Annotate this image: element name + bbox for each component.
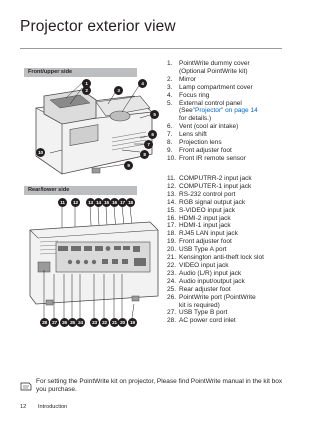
callout-23: 23 [90, 318, 99, 327]
callout-2: 2 [82, 86, 91, 95]
list-item: 2. Mirror [167, 75, 196, 83]
callout-26: 26 [60, 318, 69, 327]
list-item-continuation: (Optional PointWrite kit) [179, 67, 248, 75]
front-section-header: Front/upper side [24, 68, 137, 77]
list-item: 9. Front adjuster foot [167, 146, 232, 154]
callout-9: 9 [124, 161, 133, 170]
callout-10: 10 [36, 148, 45, 157]
callout-22: 22 [100, 318, 109, 327]
callout-7: 7 [144, 140, 153, 149]
page-footer [20, 404, 67, 410]
callout-16: 16 [110, 198, 119, 207]
list-item: 17. HDMI-1 input jack [167, 222, 231, 230]
callout-14: 14 [94, 198, 103, 207]
list-item: 18. RJ45 LAN input jack [167, 230, 238, 238]
page-number: 12 [20, 404, 27, 410]
list-item: 11. COMPUTRR-2 input jack [167, 175, 252, 182]
list-item: 23. Audio (L/R) input jack [167, 269, 242, 277]
list-item: 19. Front adjuster foot [167, 238, 232, 246]
callout-19: 19 [128, 318, 137, 327]
list-item: 12. COMPUTER-1 input jack [167, 182, 252, 190]
list-item: 3. Lamp compartment cover [167, 83, 253, 91]
callout-12: 12 [71, 198, 80, 207]
rear-projector-drawing [22, 200, 162, 325]
callout-6: 6 [148, 130, 157, 139]
callout-18: 18 [126, 198, 135, 207]
list-item: 25. Rear adjuster foot [167, 285, 231, 293]
list-item: 21. Kensington anti-theft lock slot [167, 254, 264, 262]
callout-15: 15 [102, 198, 111, 207]
callout-13: 13 [86, 198, 95, 207]
footer-section: Introduction [38, 404, 68, 410]
note-icon [20, 378, 32, 396]
list-item: 5. External control panel [167, 99, 242, 107]
list-item: 22. VIDEO input jack [167, 261, 229, 269]
list-item-continuation: for details.) [179, 115, 212, 123]
list-item: 14. RGB signal output jack [167, 198, 246, 206]
list-item-continuation: (See "Projector" on page 14 [179, 107, 258, 115]
callout-21: 21 [110, 318, 119, 327]
rear-projector-illustration [22, 200, 162, 325]
list-item: 8. Projection lens [167, 139, 222, 147]
page-title: Projector exterior view [20, 18, 176, 35]
callout-27: 27 [50, 318, 59, 327]
callout-20: 20 [118, 318, 127, 327]
callout-25: 25 [68, 318, 77, 327]
list-item: 4. Focus ring [167, 91, 210, 99]
list-item: 7. Lens shift [167, 131, 207, 139]
list-item: 10. Front IR remote sensor [167, 154, 246, 162]
callout-28: 28 [40, 318, 49, 327]
callout-8: 8 [140, 150, 149, 159]
front-projector-drawing [22, 78, 162, 190]
callout-3: 3 [114, 86, 123, 95]
list-item: 16. HDMI-2 input jack [167, 214, 231, 222]
callout-1: 1 [82, 79, 91, 88]
page-reference-link[interactable]: "Projector" on page 14 [192, 107, 258, 115]
list-item: 26. PointWrite port (PointWrite [167, 293, 256, 301]
list-item: 15. S-VIDEO input jack [167, 206, 235, 214]
callout-4: 4 [138, 79, 147, 88]
list-item: 24. Audio input/output jack [167, 277, 245, 285]
front-parts-list [167, 60, 258, 163]
list-item: 27. USB Type B port [167, 309, 228, 317]
callout-5: 5 [150, 110, 159, 119]
rear-section-header: Rear/lower side [24, 186, 137, 195]
front-projector-illustration [22, 78, 162, 190]
list-item: 6. Vent (cool air intake) [167, 123, 239, 131]
note-text: For setting the PointWrite kit on projector, Please find PointWrite manual in the kit box you purchase. [36, 378, 283, 393]
list-item: 28. AC power cord inlet [167, 317, 236, 325]
callout-17: 17 [118, 198, 127, 207]
list-item-continuation: kit is required) [179, 301, 220, 309]
list-item: 1. PointWrite dummy cover [167, 60, 250, 67]
callout-11: 11 [58, 198, 67, 207]
rear-parts-list [167, 175, 264, 325]
list-item: 13. RS-232 control port [167, 190, 236, 198]
title-divider [20, 48, 282, 49]
callout-24: 24 [76, 318, 85, 327]
list-item: 20. USB Type A port [167, 246, 227, 254]
